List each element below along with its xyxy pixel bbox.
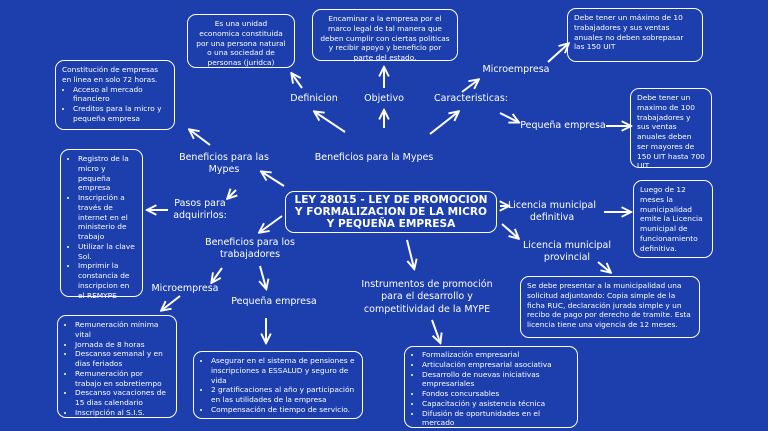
- arrow-to-definicion: [315, 112, 345, 132]
- constitucion-box: [55, 60, 175, 130]
- licencia-definitiva-box: Luego de 12 meses la municipalidad emite la Licencia municipal de funcionamiento definitiva.: [633, 180, 713, 258]
- list-item: • Inscripción a través de internet en el ministerio de trabajo: [78, 193, 136, 242]
- list-item: • Utilizar la clave Sol.: [78, 242, 136, 262]
- list-item: • Remuneración por trabajo en sobretiempo: [75, 369, 170, 389]
- micro-beneficios-box: [57, 315, 177, 418]
- licencia-provincial-box: Se debe presentar a la municipalidad una solicitud adjuntando: Copia simple de la ficha RUC, declaración jurada simple y un recibo de pago por derecho de tramite. Esta licencia tiene una vigencia de 12 meses.: [520, 276, 700, 338]
- arrow-to-micro-benef: [162, 296, 180, 310]
- list-item: • Compensación de tiempo de servicio.: [211, 405, 356, 415]
- list-item: • Difusión de oportunidades en el mercado: [422, 409, 571, 429]
- arrow-to-instrumentos-box: [432, 320, 440, 342]
- arrow-to-licencia-provincial: [502, 224, 518, 238]
- list-item: • Remuneración mínima vital: [75, 320, 170, 340]
- pequena-beneficios-list: [200, 356, 356, 415]
- list-item: • Articulación empresarial asociativa: [422, 360, 571, 370]
- label-beneficios-mypes-left: Beneficios para las Mypes: [179, 152, 269, 176]
- label-caracteristicas: Caracteristicas:: [433, 93, 509, 104]
- label-beneficios-trabajadores: Beneficios para los trabajadores: [205, 237, 295, 261]
- constitucion-intro: Constitución de empresas en linea en solo 72 horas.: [62, 65, 159, 84]
- label-microempresa-top: Microempresa: [482, 64, 550, 75]
- label-licencia-definitiva: Licencia municipal definitiva: [507, 200, 596, 224]
- arrow-to-instrumentos: [407, 240, 414, 268]
- micro-caracteristicas-box: Debe tener un máximo de 10 trabajadores y sus ventas anuales no deben sobrepasar las 150 UIT: [567, 8, 703, 62]
- label-pequena-right: Pequeña empresa: [520, 120, 606, 131]
- list-item: • Creditos para la micro y pequeña empresa: [73, 104, 168, 124]
- definicion-box: Es una unidad economica constituida por una persona natural o una sociedad de personas (juridca): [187, 14, 295, 68]
- pasos-box: [60, 149, 143, 300]
- pequena-beneficios-box: [193, 351, 363, 419]
- objetivo-box: Encaminar a la empresa por el marco legal de tal manera que deben cumplir con ciertas politicas y recibir apoyo y beneficio por parte del estado.: [312, 9, 458, 61]
- arrow-to-pasos: [228, 190, 236, 198]
- label-instrumentos: Instrumentos de promoción para el desarrollo y competitividad de la MYPE: [361, 279, 493, 315]
- micro-beneficios-list: [64, 320, 170, 418]
- arrow-to-caracteristicas: [430, 112, 458, 134]
- list-item: • 2 gratificaciones al año y participación en las utilidades de la empresa: [211, 385, 356, 405]
- list-item: • Registro de la micro y pequeña empresa: [78, 154, 136, 193]
- list-item: • Fondos concursables: [422, 389, 571, 399]
- arrow-to-micro-caract: [548, 44, 568, 62]
- list-item: • Descanso vacaciones de 15 dias calendario: [75, 388, 170, 408]
- arrow-to-microempresa-top: [462, 80, 478, 92]
- arrow-to-pequena-right: [500, 113, 518, 122]
- instrumentos-list: [411, 350, 571, 428]
- instrumentos-box: [404, 346, 578, 428]
- label-microempresa-bottom: Microempresa: [151, 283, 219, 294]
- label-definicion: Definicion: [290, 93, 338, 104]
- list-item: • Descanso semanal y en dias feriados: [75, 349, 170, 369]
- list-item: • Jornada de 8 horas: [75, 340, 170, 350]
- arrow-to-pequena-bottom: [260, 266, 266, 288]
- label-objetivo: Objetivo: [364, 93, 404, 104]
- list-item: • Acceso al mercado financiero: [73, 85, 168, 105]
- label-beneficios-mypes-center: Beneficios para la Mypes: [314, 152, 434, 163]
- label-pequena-bottom: Pequeña empresa: [231, 296, 317, 307]
- list-item: • Formalización empresarial: [422, 350, 571, 360]
- pasos-list: [67, 154, 136, 300]
- arrow-to-definicion-box: [292, 74, 302, 88]
- list-item: • Imprimir la constancia de inscripcion en el REMYPE: [78, 261, 136, 300]
- arrow-to-microempresa-bottom: [212, 268, 222, 282]
- constitucion-list: [62, 85, 168, 124]
- list-item: • Capacitación y asistencia técnica: [422, 399, 571, 409]
- label-licencia-provincial: Licencia municipal provincial: [522, 240, 611, 264]
- list-item: • Inscripción al S.I.S.: [75, 408, 170, 418]
- arrow-to-beneficios-trabajadores: [260, 216, 282, 232]
- arrow-to-constitucion: [190, 130, 210, 145]
- central-topic: LEY 28015 - LEY DE PROMOCION Y FORMALIZACION DE LA MICRO Y PEQUEÑA EMPRESA: [285, 191, 497, 233]
- label-pasos: Pasos para adquirirlos:: [173, 198, 227, 222]
- list-item: • Asegurar en el sistema de pensiones e inscripciones a ESSALUD y seguro de vida: [211, 356, 356, 385]
- list-item: • Desarrollo de nuevas iniciativas empresariales: [422, 370, 571, 390]
- pequena-caracteristicas-box: Debe tener un maximo de 100 trabajadores y sus ventas anuales deben ser mayores de 150 UIT hasta 700 UIT: [630, 88, 712, 168]
